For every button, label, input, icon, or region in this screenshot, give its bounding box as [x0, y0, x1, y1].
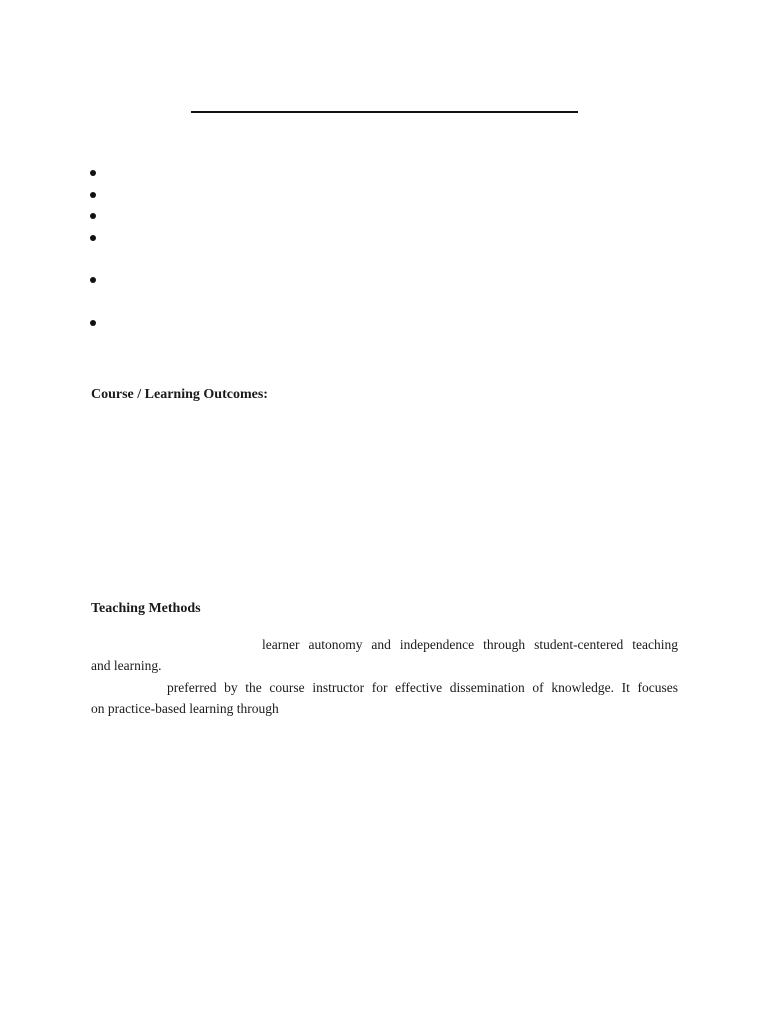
bullet-2 [89, 191, 97, 199]
bullet-1 [89, 169, 97, 177]
title-underline [191, 111, 578, 113]
bullet-3 [89, 212, 97, 220]
teaching-paragraph-line-2: and learning. [91, 658, 162, 673]
teaching-paragraph-line-1: learner autonomy and independence through student-centered teaching [262, 637, 678, 652]
outcomes-heading: Course / Learning Outcomes: [91, 387, 268, 402]
bullet-4 [89, 234, 97, 242]
teaching-paragraph-line-3: preferred by the course instructor for effective dissemination of knowledge. It focuses [167, 680, 678, 695]
teaching-paragraph-line-4: on practice-based learning through [91, 701, 279, 716]
bullet-6 [89, 319, 97, 327]
teaching-methods-heading: Teaching Methods [91, 601, 201, 616]
bullet-5 [89, 276, 97, 284]
